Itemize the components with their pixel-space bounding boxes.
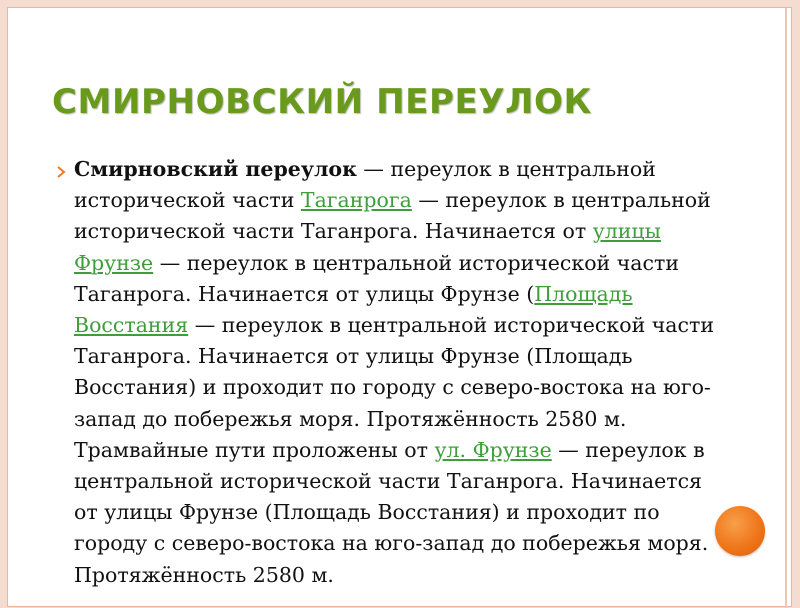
link-frunze-street[interactable]: улицы Фрунзе <box>74 219 661 275</box>
arrow-bullet-icon <box>57 163 66 175</box>
right-edge-stripe <box>785 8 787 608</box>
link-ploshchad-vosstaniya[interactable]: Площадь Восстания <box>74 281 633 338</box>
slide <box>7 7 792 607</box>
text-segment-2: — переулок в центральной исторической части Таганрога. Начинается от <box>74 188 711 244</box>
link-taganrog[interactable]: Таганрога <box>300 188 412 213</box>
link-ul-frunze[interactable]: ул. Фрунзе <box>434 437 552 462</box>
text-segment-1: — переулок в центральной исторической части <box>74 157 656 213</box>
text-segment-5: — переулок в центральной исторической части Таганрога. Начинается от улицы Фрунзе (Площадь Восстания) и проходит по городу с северо-востока на юго-запад до побережья моря. Протяжённость 2580 м. <box>74 437 709 587</box>
orange-circle-decoration <box>715 506 765 556</box>
term-bold: Смирновский переулок <box>74 157 357 181</box>
slide-body-paragraph <box>74 154 714 591</box>
text-segment-3: — переулок в центральной исторической части Таганрога. Начинается от улицы Фрунзе ( <box>74 250 679 306</box>
slide-title: СМИРНОВСКИЙ ПЕРЕУЛОК <box>52 82 592 122</box>
text-segment-4: — переулок в центральной исторической части Таганрога. Начинается от улицы Фрунзе (Площадь Восстания) и проходит по городу с северо-востока на юго-запад до побережья моря. Протяжённость 2580 м. Трамвайные пути проложены от <box>74 313 715 462</box>
